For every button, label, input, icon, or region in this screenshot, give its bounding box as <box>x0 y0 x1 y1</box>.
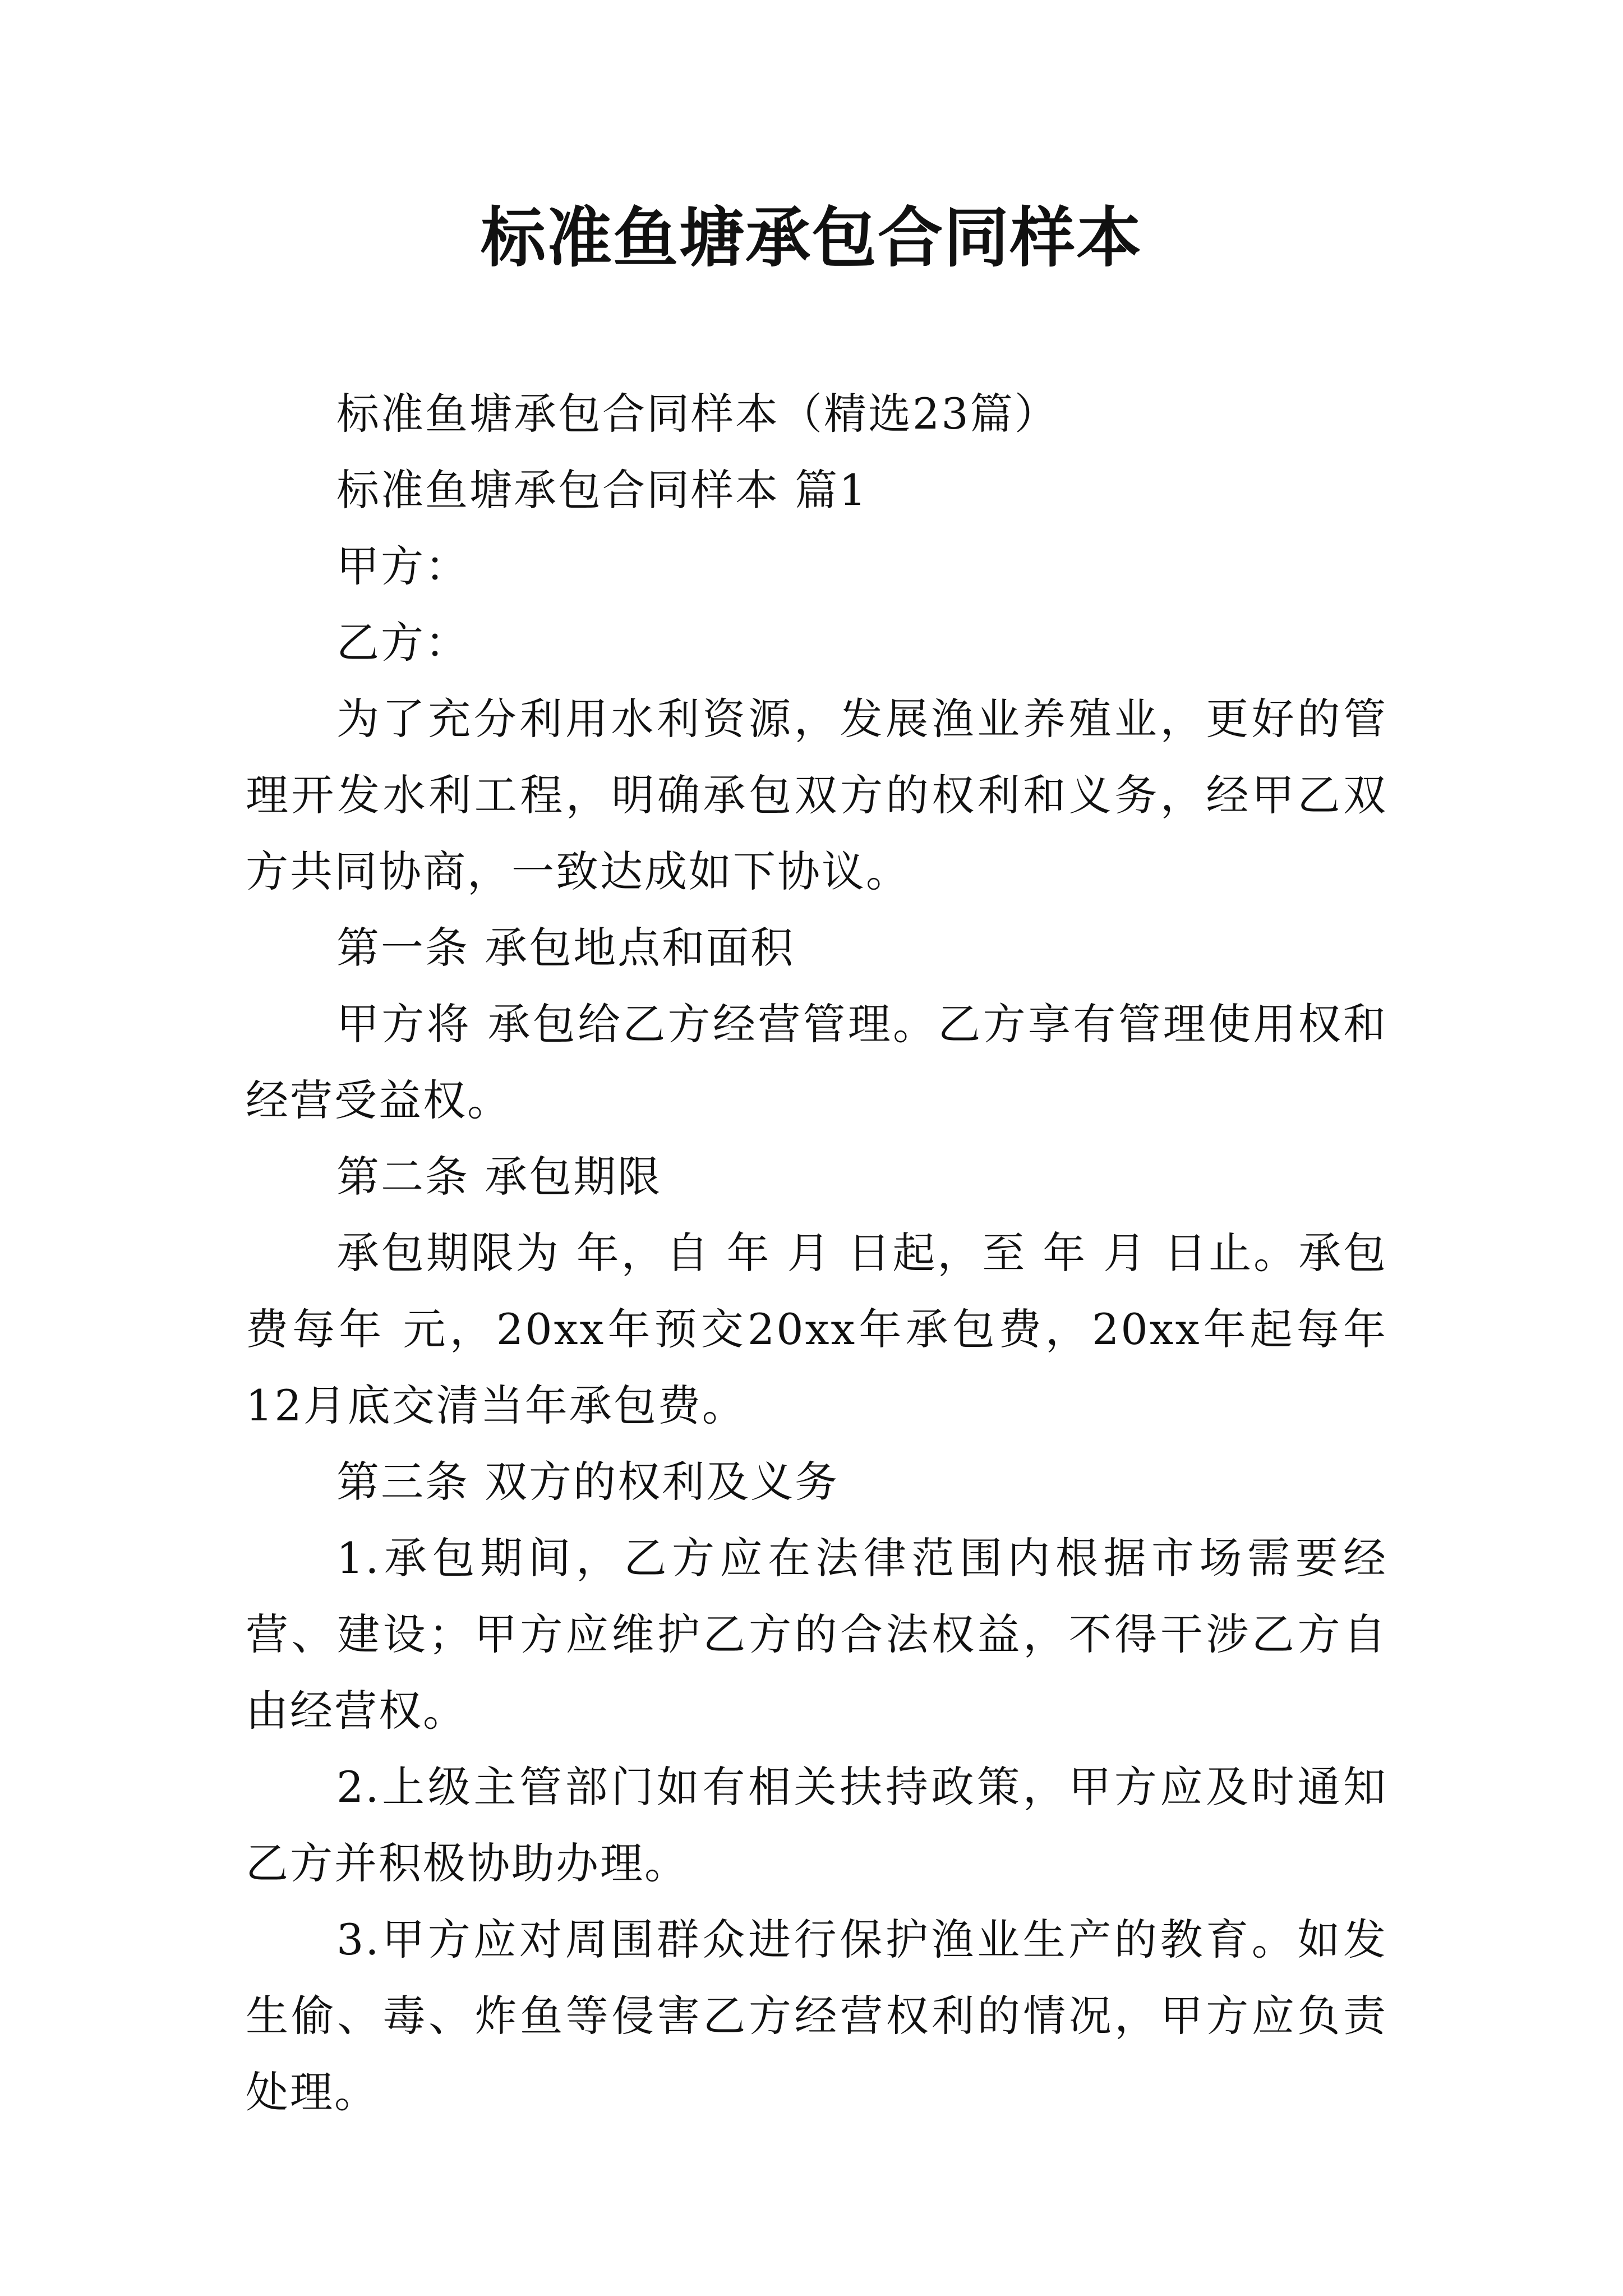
paragraph-party-a: 甲方： <box>336 541 469 591</box>
paragraph-subtitle: 标准鱼塘承包合同样本（精选23篇） <box>336 389 1059 439</box>
article-3-item-2: 2.上级主管部门如有相关扶持政策，甲方应及时通知乙方并积极协助办理。 <box>246 1762 1387 1888</box>
document-title: 标准鱼塘承包合同样本 <box>481 200 1142 276</box>
paragraph-preamble: 为了充分利用水利资源，发展渔业养殖业，更好的管理开发水利工程，明确承包双方的权利和义务，经甲乙双方共同协商，一致达成如下协议。 <box>246 694 1387 896</box>
paragraph-party-b: 乙方： <box>336 618 469 668</box>
article-2-heading: 第二条 承包期限 <box>336 1152 662 1202</box>
article-1-body: 甲方将 承包给乙方经营管理。乙方享有管理使用权和经营受益权。 <box>246 999 1387 1125</box>
document-body <box>246 376 1387 2131</box>
article-2-body: 承包期限为 年，自 年 月 日起，至 年 月 日止。承包费每年 元，20xx年预交20xx年承包费，20xx年起每年12月底交清当年承包费。 <box>246 1228 1387 1430</box>
article-3-heading: 第三条 双方的权利及义务 <box>336 1457 840 1507</box>
article-3-item-3: 3.甲方应对周围群众进行保护渔业生产的教育。如发生偷、毒、炸鱼等侵害乙方经营权利的情况，甲方应负责处理。 <box>246 1915 1387 2117</box>
article-1-heading: 第一条 承包地点和面积 <box>336 923 795 973</box>
article-3-item-1: 1.承包期间，乙方应在法律范围内根据市场需要经营、建设；甲方应维护乙方的合法权益，不得干涉乙方自由经营权。 <box>246 1533 1387 1736</box>
paragraph-section-heading: 标准鱼塘承包合同样本 篇1 <box>336 465 868 515</box>
